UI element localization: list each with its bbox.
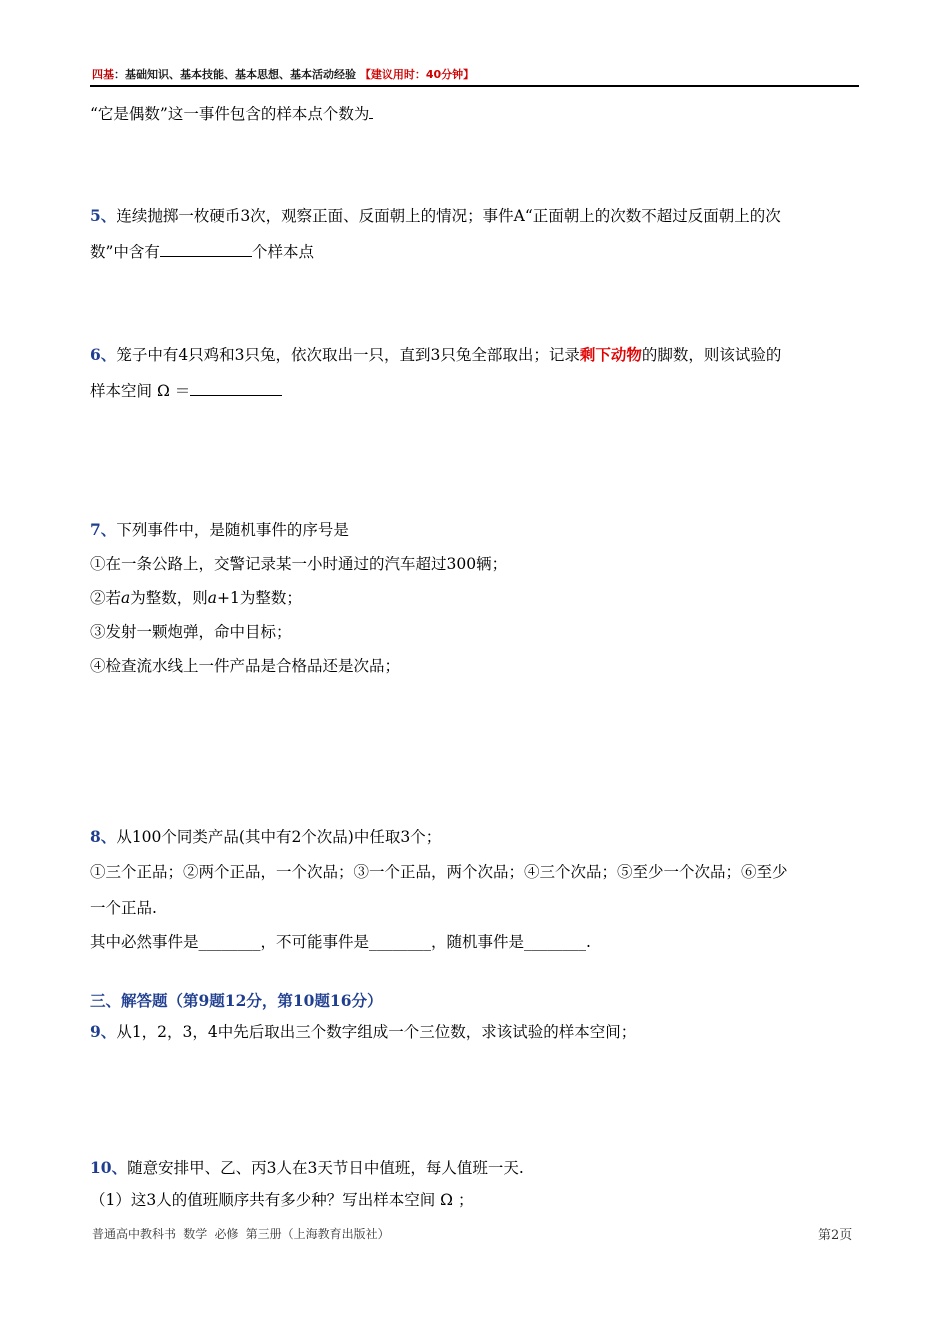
q10-text: 随意安排甲、乙、丙3人在3天节日中值班，每人值班一天. [127,1159,524,1177]
q7-option-4: ④检查流水线上一件产品是合格品还是次品； [90,657,401,675]
q7-stem [90,518,349,540]
q8-options-line1: ①三个正品；②两个正品，一个次品；③一个正品，两个次品；④三个次品；⑤至少一个次品；⑥至少 [90,863,788,881]
q7-sep: 、 [100,520,117,539]
header-divider [90,85,859,87]
q5-line1-text: 连续抛掷一枚硬币3次，观察正面、反面朝上的情况；事件A“正面朝上的次数不超过反面朝上的次 [116,207,781,225]
q7-option-2 [90,586,302,608]
q8-number: 8 [90,827,101,846]
q7-opt2-b: 为整数，则 [130,589,208,607]
q7-stem-text: 下列事件中，是随机事件的序号是 [116,521,349,539]
q5-sep: 、 [100,206,117,225]
q6-line2 [90,379,282,401]
q10-number: 10 [90,1158,112,1177]
q10-sub1-a: （1）这3人的值班顺序共有多少种？写出样本空间 [90,1191,436,1209]
q6-blank [190,381,282,396]
q10-omega: Ω [440,1191,454,1209]
section-3-title: 三、解答题（第9题12分，第10题16分） [90,991,383,1010]
header-prefix: 四基 [92,68,114,81]
q5-line2 [90,240,314,262]
footer-page-number: 第2页 [818,1228,853,1243]
header-content: ：基础知识、基本技能、基本思想、基本活动经验 [114,68,356,81]
q6-line1-a: 笼子中有4只鸡和3只兔，依次取出一只，直到3只兔全部取出；记录 [116,346,580,364]
q10-sub1 [90,1188,473,1210]
q6-number: 6 [90,345,101,364]
q5-blank [160,242,252,257]
q10-sep: 、 [111,1158,128,1177]
q5-line2-b: 个样本点 [251,243,314,261]
q8-options-line2: 一个正品. [90,899,157,917]
q9-number: 9 [90,1022,101,1041]
q6-omega: Ω [156,382,170,400]
q5-line2-a: 数”中含有 [90,243,160,261]
q4-tail [90,102,373,124]
q7-option-3: ③发射一颗炮弹，命中目标； [90,623,292,641]
q6-highlight: 剩下动物 [579,346,642,364]
q7-opt2-a: ②若 [90,589,122,607]
footer-textbook: 普通高中教科书 数学 必修 第三册（上海教育出版社） [92,1227,390,1241]
header-time-note: 【建议用时：40分钟】 [359,68,475,81]
q7-opt2-c: +1为整数； [217,589,302,607]
q5-line1 [90,204,781,226]
q7-option-1: ①在一条公路上，交警记录某一小时通过的汽车超过300辆； [90,555,508,573]
q8-stem-text: 从100个同类产品(其中有2个次品)中任取3个； [116,828,442,846]
q8-question: 其中必然事件是________，不可能事件是________，随机事件是________. [90,933,591,951]
q5-number: 5 [90,206,101,225]
q6-line1 [90,343,781,365]
q8-sep: 、 [100,827,117,846]
q6-line1-b: 的脚数，则该试验的 [641,346,782,364]
q6-line2-a: 样本空间 [90,382,153,400]
q7-number: 7 [90,520,101,539]
page-header [92,66,474,82]
q8-stem [90,825,441,847]
q10 [90,1156,524,1178]
q10-sub1-b: ； [457,1191,474,1209]
q9-text: 从1，2，3，4中先后取出三个数字组成一个三位数，求该试验的样本空间； [116,1023,637,1041]
q4-tail-text: “它是偶数”这一事件包含的样本点个数为 [90,105,370,123]
q9 [90,1020,636,1042]
q4-blank [369,104,373,119]
q6-sep: 、 [100,345,117,364]
q6-eq: ＝ [174,382,191,400]
q7-var-a: a [121,589,131,607]
q7-var-a2: a [207,589,218,607]
q9-sep: 、 [100,1022,117,1041]
